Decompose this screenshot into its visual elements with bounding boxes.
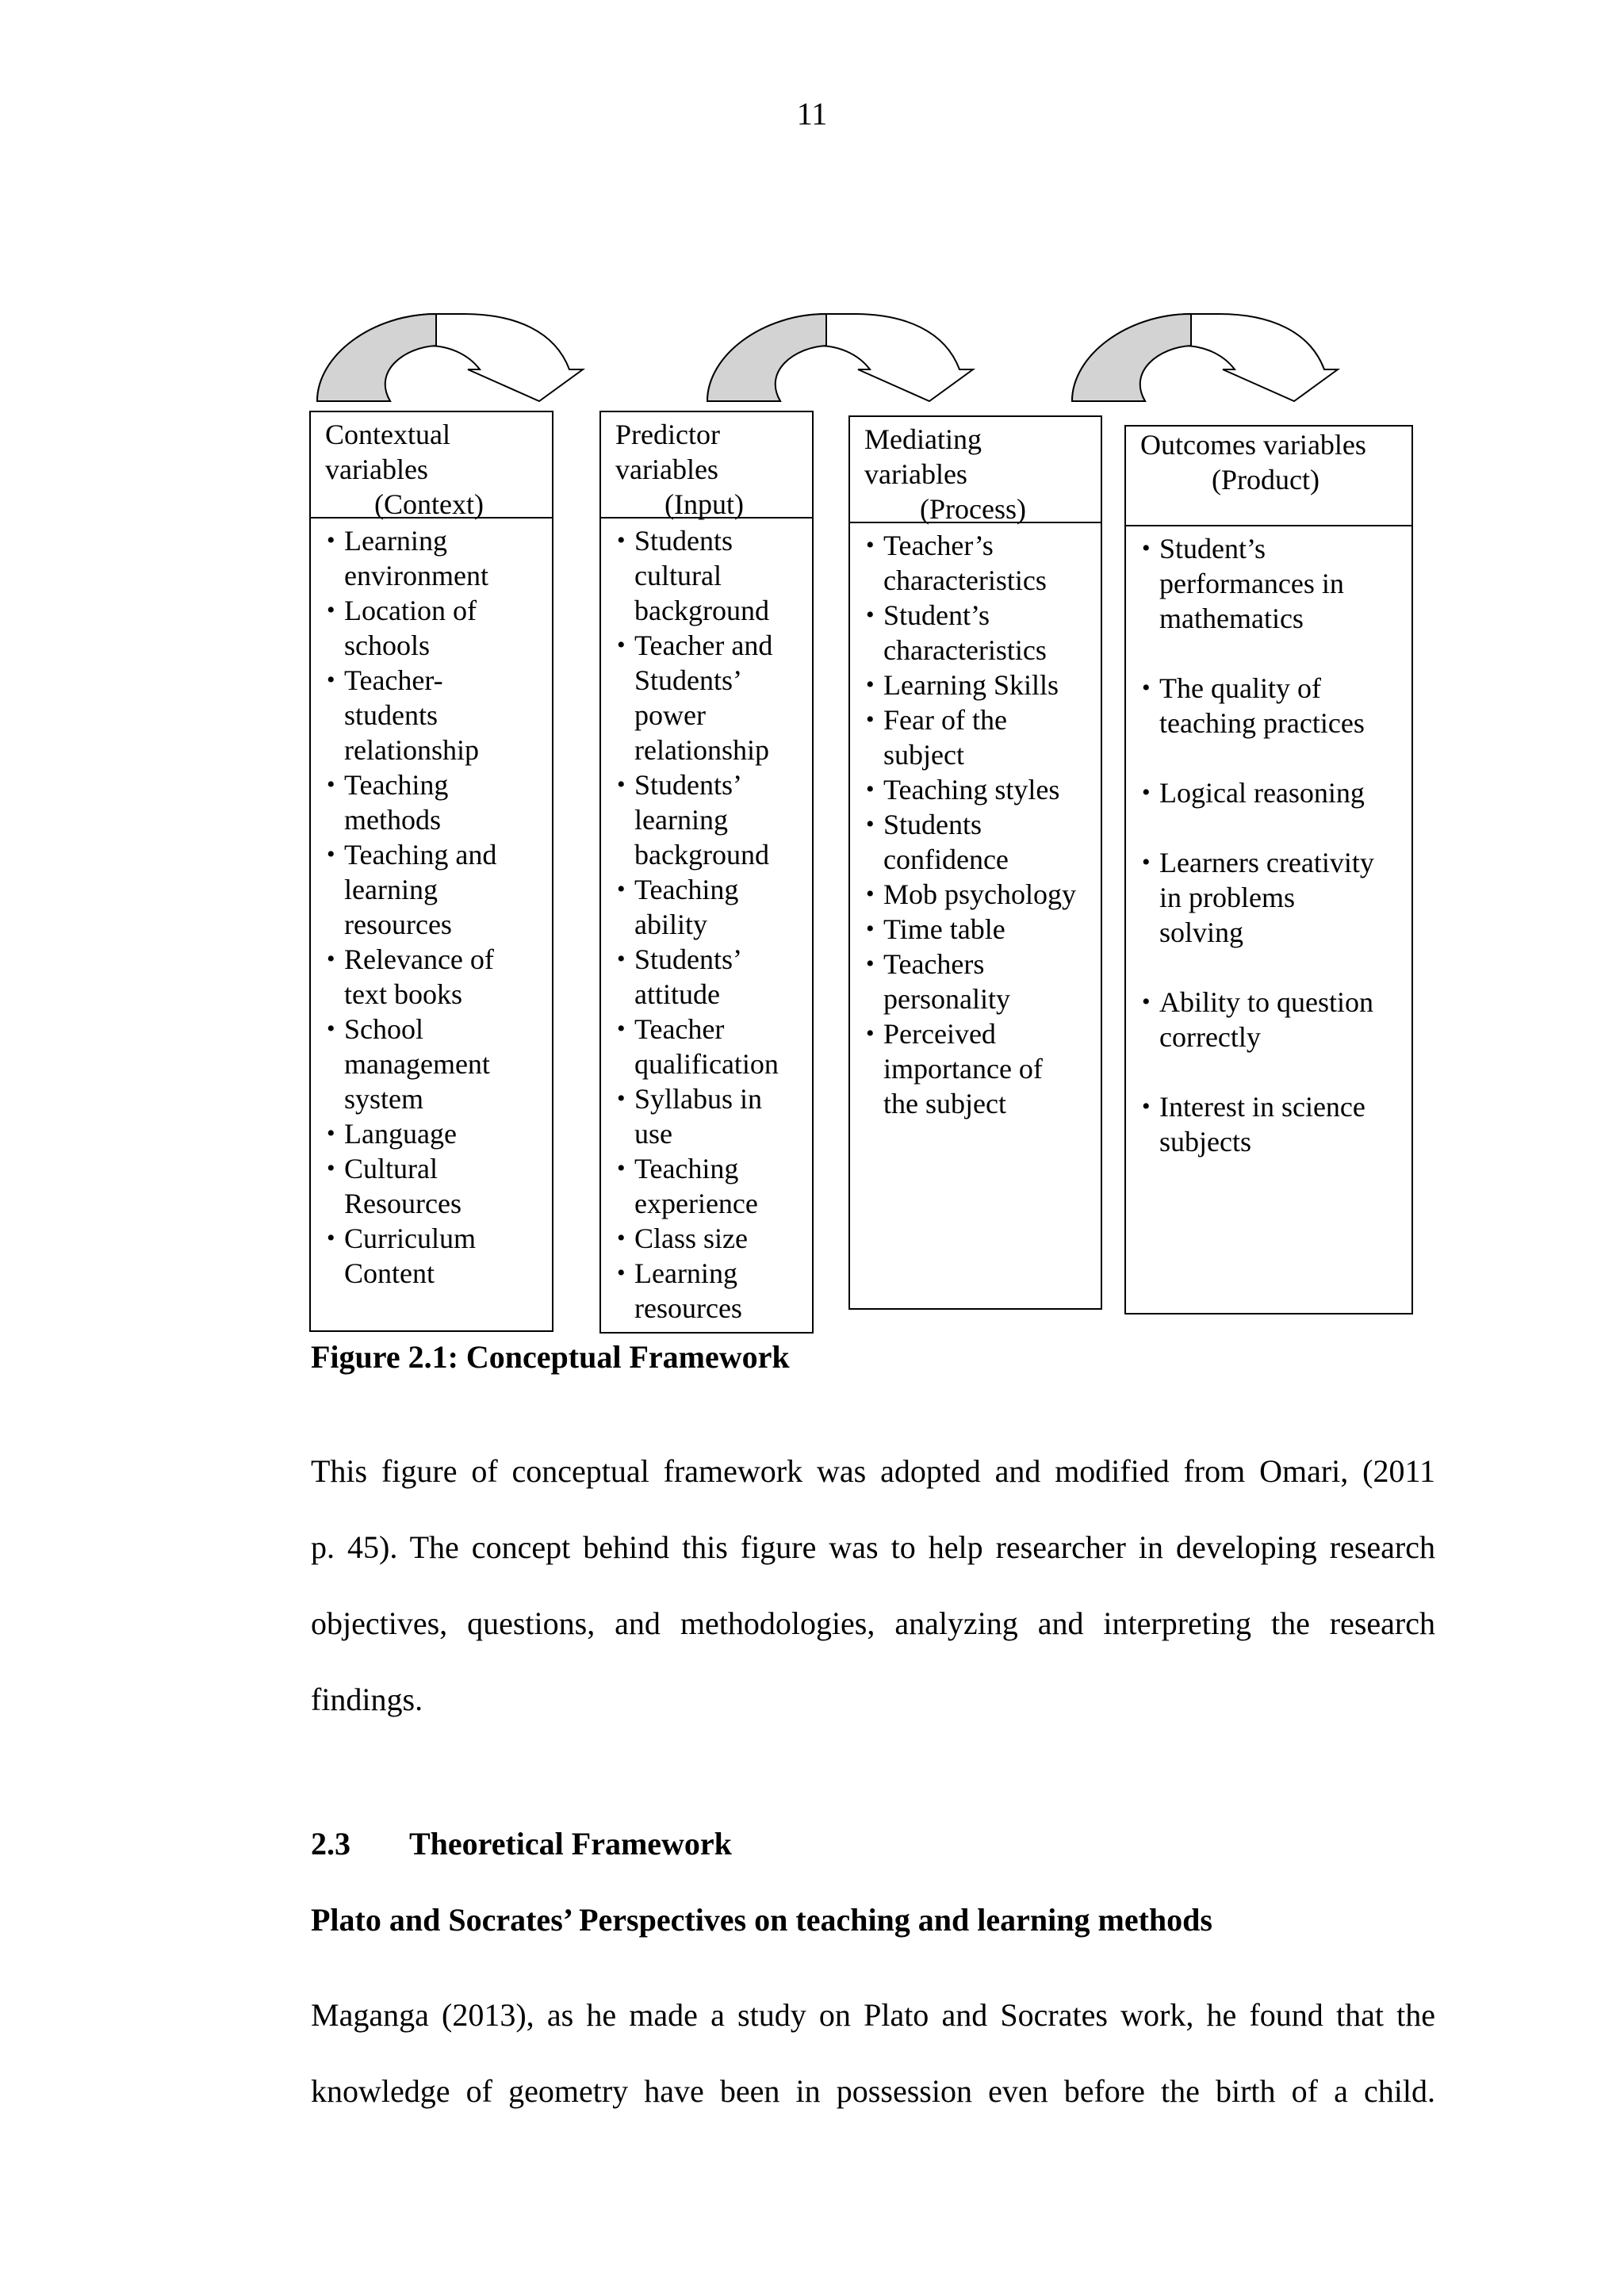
list-item-line: qualification (634, 1048, 779, 1080)
box-list-item (864, 528, 1094, 598)
list-item-line: • Curriculum (344, 1223, 476, 1254)
list-item-line: the subject (883, 1088, 1006, 1119)
list-item-line: • Student’s (883, 599, 990, 631)
paragraph-line: objectives, questions, and methodologies, analyzing and interpreting the research (311, 1605, 1435, 1641)
box-list-item (325, 1221, 546, 1291)
box-subtitle: (Input) (665, 488, 744, 520)
list-item-line: text books (344, 978, 462, 1010)
list-item-line: relationship (634, 734, 769, 766)
list-item-line: • Ability to question (1159, 986, 1373, 1018)
list-item-line: • Location of (344, 595, 477, 626)
list-item-line: subjects (1159, 1126, 1251, 1158)
list-item-line: • Learning Skills (883, 669, 1059, 701)
predictor-variables-box (599, 411, 814, 1334)
list-item-line: • Logical reasoning (1159, 777, 1365, 809)
page-number: 11 (796, 96, 828, 132)
box-list-item (864, 598, 1094, 668)
list-item-line: • Teaching styles (883, 774, 1060, 806)
list-item-line: • Students (883, 809, 982, 840)
paragraph-2 (311, 1977, 1435, 2130)
box-item-list (601, 519, 812, 1326)
list-item-line: schools (344, 629, 430, 661)
list-item-line: • Teaching and (344, 839, 497, 871)
paragraph-line: Maganga (2013), as he made a study on Plato and Socrates work, he found that the (311, 1997, 1435, 2033)
list-item-line: • Teaching (634, 1153, 739, 1184)
box-title-line: variables (864, 458, 967, 490)
section-title: Theoretical Framework (409, 1826, 732, 1862)
paragraph-line: This figure of conceptual framework was adopted and modified from Omari, (2011 (311, 1453, 1435, 1489)
list-item-line: • Teaching (634, 874, 739, 905)
list-item-line: solving (1159, 916, 1244, 948)
list-item-line: subject (883, 739, 964, 771)
box-list-item (864, 877, 1094, 912)
list-item-line: • Teacher- (344, 664, 443, 696)
list-item-line: • Learning (344, 525, 447, 557)
box-list-item (615, 767, 806, 872)
list-item-line: ability (634, 909, 707, 940)
box-list-item (615, 942, 806, 1012)
section-heading (311, 1825, 732, 1862)
list-item-line: • Teaching (344, 769, 449, 801)
box-list-item (864, 702, 1094, 772)
list-item-line: • Students (634, 525, 733, 557)
box-list-item (615, 1012, 806, 1081)
list-item-line: • Perceived (883, 1018, 996, 1050)
box-list-item (615, 1221, 806, 1256)
list-item-line: learning (344, 874, 438, 905)
box-list-item (615, 1151, 806, 1221)
list-item-line: experience (634, 1188, 758, 1219)
box-item-list (850, 523, 1101, 1121)
box-list-item (325, 1116, 546, 1151)
list-item-line: in problems (1159, 882, 1295, 913)
list-item-line: • Class size (634, 1223, 748, 1254)
box-list-item (615, 1256, 806, 1326)
list-item-line: performances in (1159, 568, 1344, 599)
list-item-line: Students’ (634, 664, 743, 696)
list-item-line: • Fear of the (883, 704, 1007, 736)
list-item-line: students (344, 699, 439, 731)
list-item-line: • Syllabus in (634, 1083, 763, 1115)
list-item-line: • Cultural (344, 1153, 438, 1184)
list-item-line: methods (344, 804, 441, 836)
box-item-list (311, 519, 552, 1291)
curved-arrow-icon (1072, 314, 1338, 401)
list-item-line: • Teacher’s (883, 530, 994, 561)
box-list-item (615, 523, 806, 628)
list-item-line: Content (344, 1257, 435, 1289)
list-item-line: • Teacher and (634, 629, 773, 661)
box-list-item (325, 663, 546, 767)
box-header (311, 412, 552, 519)
box-list-item (1140, 1089, 1405, 1159)
list-item-line: teaching practices (1159, 707, 1365, 739)
box-list-item (325, 593, 546, 663)
list-item-line: relationship (344, 734, 479, 766)
box-list-item (1140, 985, 1405, 1054)
list-item-line: management (344, 1048, 490, 1080)
box-list-item (864, 772, 1094, 807)
box-list-item (1140, 671, 1405, 740)
list-item-line: resources (344, 909, 452, 940)
box-list-item (1140, 775, 1405, 810)
box-item-list (1126, 526, 1411, 1159)
list-item-line: • Learning (634, 1257, 737, 1289)
list-item-line: • Mob psychology (883, 878, 1076, 910)
mediating-variables-box (848, 415, 1102, 1310)
figure-arrows (0, 0, 1624, 444)
list-item-line: • Teachers (883, 948, 985, 980)
box-subtitle: (Process) (920, 493, 1026, 525)
list-item-line: characteristics (883, 564, 1047, 596)
paragraph-line: p. 45). The concept behind this figure was to help researcher in developing research (311, 1529, 1435, 1565)
list-item-line: • Learners creativity (1159, 847, 1374, 878)
box-list-item (325, 942, 546, 1012)
figure-caption: Figure 2.1: Conceptual Framework (311, 1339, 790, 1375)
list-item-line: power (634, 699, 706, 731)
list-item-line: confidence (883, 844, 1009, 875)
curved-arrow-icon (317, 314, 583, 401)
list-item-line: cultural (634, 560, 722, 591)
box-list-item (864, 912, 1094, 947)
list-item-line: • Interest in science (1159, 1091, 1365, 1123)
box-list-item (325, 1012, 546, 1116)
list-item-line: • Language (344, 1118, 457, 1150)
box-header (601, 412, 812, 519)
box-list-item (615, 628, 806, 767)
box-list-item (1140, 531, 1405, 636)
list-item-line: system (344, 1083, 424, 1115)
list-item-line: Resources (344, 1188, 462, 1219)
list-item-line: • Student’s (1159, 533, 1266, 564)
list-item-line: resources (634, 1292, 742, 1324)
list-item-line: • Students’ (634, 943, 743, 975)
paragraph-line: findings. (311, 1682, 423, 1717)
list-item-line: • Time table (883, 913, 1005, 945)
box-list-item (325, 767, 546, 837)
section-number: 2.3 (311, 1826, 350, 1862)
box-header (1126, 427, 1411, 526)
box-list-item (615, 1081, 806, 1151)
list-item-line: background (634, 839, 769, 871)
list-item-line: personality (883, 983, 1010, 1015)
box-list-item (325, 523, 546, 593)
box-title-line: Outcomes variables (1140, 429, 1366, 461)
curved-arrow-icon (707, 314, 973, 401)
box-list-item (864, 807, 1094, 877)
box-title-line: Mediating (864, 423, 982, 455)
list-item-line: mathematics (1159, 603, 1304, 634)
box-title-line: variables (325, 453, 428, 485)
contextual-variables-box (309, 411, 553, 1332)
box-list-item (325, 837, 546, 942)
box-list-item (615, 872, 806, 942)
box-title-line: Contextual (325, 419, 450, 450)
list-item-line: • Students’ (634, 769, 743, 801)
box-header (850, 417, 1101, 523)
paragraph-1 (311, 1433, 1435, 1738)
list-item-line: • Relevance of (344, 943, 494, 975)
list-item-line: • The quality of (1159, 672, 1321, 704)
list-item-line: • Teacher (634, 1013, 725, 1045)
box-subtitle: (Context) (374, 488, 484, 520)
box-list-item (864, 947, 1094, 1016)
list-item-line: correctly (1159, 1021, 1261, 1053)
list-item-line: characteristics (883, 634, 1047, 666)
box-subtitle: (Product) (1212, 464, 1320, 496)
list-item-line: importance of (883, 1053, 1043, 1085)
box-list-item (325, 1151, 546, 1221)
paragraph-line: knowledge of geometry have been in possession even before the birth of a child. (311, 2073, 1435, 2109)
subheading: Plato and Socrates’ Perspectives on teaching and learning methods (311, 1902, 1212, 1938)
box-list-item (864, 1016, 1094, 1121)
list-item-line: learning (634, 804, 728, 836)
list-item-line: use (634, 1118, 672, 1150)
box-list-item (864, 668, 1094, 702)
list-item-line: environment (344, 560, 488, 591)
outcomes-variables-box (1124, 425, 1413, 1314)
box-title-line: Predictor (615, 419, 720, 450)
list-item-line: background (634, 595, 769, 626)
list-item-line: attitude (634, 978, 720, 1010)
list-item-line: • School (344, 1013, 424, 1045)
box-list-item (1140, 845, 1405, 950)
box-title-line: variables (615, 453, 718, 485)
